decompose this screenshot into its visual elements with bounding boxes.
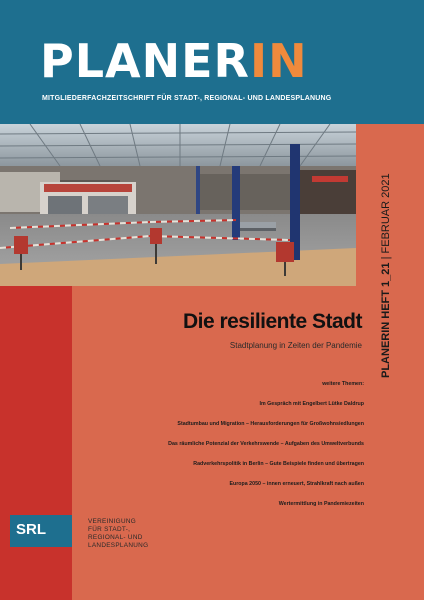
srl-logo-text: SRL: [16, 521, 46, 538]
srl-description: [88, 518, 148, 550]
srl-line: FÜR STADT-,: [88, 526, 131, 533]
masthead: [0, 0, 424, 124]
cover-subtitle: Stadtplanung in Zeiten der Pandemie: [229, 341, 362, 350]
srl-line: REGIONAL- UND: [88, 534, 143, 541]
topic-item: Europa 2050 – innen erneuert, Strahlkraft nach außen: [229, 481, 364, 487]
issue-label: PLANERIN HEFT 1_21: [380, 262, 392, 378]
issue-date: FEBRUAR 2021: [380, 173, 392, 254]
cover-title: Die resiliente Stadt: [182, 310, 362, 333]
issue-info: [380, 173, 392, 378]
topics-list: [100, 380, 364, 520]
srl-line: VEREINIGUNG: [88, 518, 137, 525]
topic-item: Das räumliche Potenzial der Verkehrswende – Aufgaben des Umweltverbunds: [168, 441, 364, 447]
logo-main: PLANER: [40, 34, 250, 88]
topic-item: Radverkehrspolitik in Berlin – Gute Beispiele finden und übertragen: [193, 461, 364, 467]
issue-separator: |: [380, 253, 392, 263]
masthead-subtitle: MITGLIEDERFACHZEITSCHRIFT FÜR STADT-, REGIONAL- UND LANDESPLANUNG: [42, 95, 332, 102]
topics-heading: weitere Themen:: [322, 381, 364, 387]
logo-accent: IN: [249, 34, 308, 88]
magazine-logo: [40, 34, 308, 88]
topic-item: Wertermittlung in Pandemiezeiten: [278, 501, 364, 507]
srl-line: LANDESPLANUNG: [88, 542, 149, 549]
topic-item: Stadtumbau und Migration – Herausforderungen für Großwohnsiedlungen: [177, 421, 364, 427]
red-column: [0, 286, 72, 600]
topic-item: Im Gespräch mit Engelbert Lütke Daldrup: [259, 401, 364, 407]
cover-photo: [0, 124, 356, 286]
